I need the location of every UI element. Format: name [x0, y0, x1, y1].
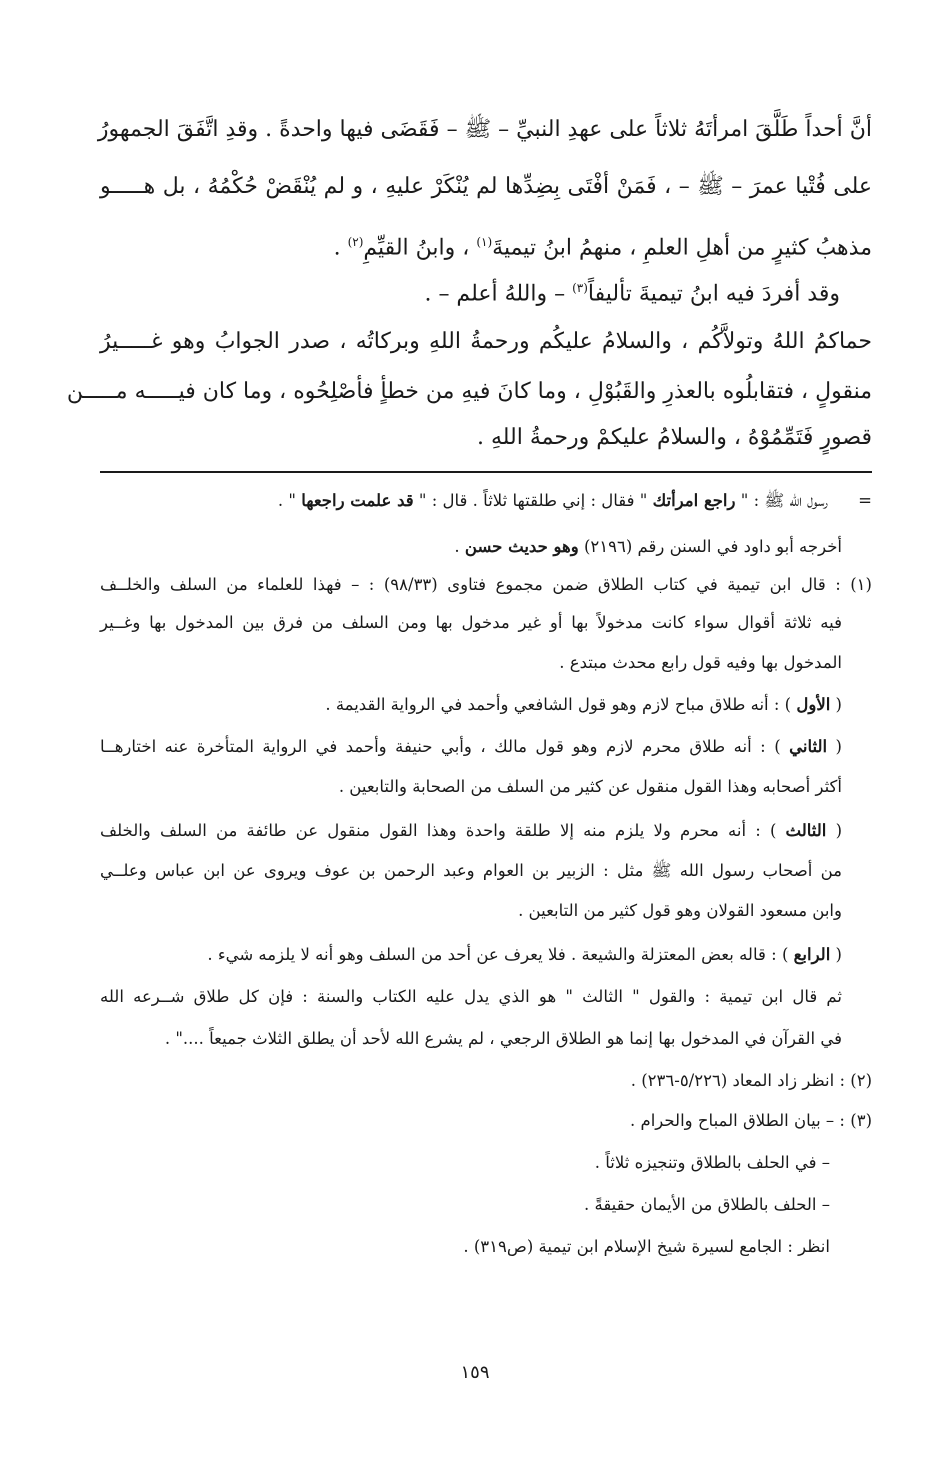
opinion-fourth-label: الرابع: [793, 945, 831, 964]
opinion-first-label: الأول: [796, 695, 831, 714]
takhrij-end: .: [454, 537, 465, 556]
footnote-ref-3: (٣): [572, 281, 588, 295]
main-text-line-5: حماكمُ اللهُ وتولاَّكُم ، والسلامُ عليكُم ورحمةُ اللهِ وبركاتُه ، صدر الجوابُ وهو غـــــيرُ: [100, 329, 872, 354]
main-text-line-3-end: .: [333, 235, 348, 261]
main-text-line-3-start: مذهبُ كثيرٍ من أهلِ العلمِ ، منهمُ ابنُ تيميةَ: [492, 235, 872, 261]
continuation-text-c: " فقال : إني طلقتها ثلاثاً . قال : ": [413, 491, 653, 510]
hadith-quote-1: راجع امرأتك: [652, 491, 736, 510]
opinion-second-label: الثاني: [789, 737, 828, 756]
opinion-fourth: ( الرابع ) : قاله بعض المعتزلة والشيعة . فلا يعرف عن أحد من السلف وهو أنه لا يلزمه شيء .: [207, 945, 842, 964]
continuation-text-a: رسول الله ﷺ : ": [735, 491, 828, 510]
footnote-3-line-1: (٣) : – بيان الطلاق المباح والحرام .: [630, 1111, 872, 1130]
ibn-taymiyya-quote-line-2: في القرآن في المدخول بها إنما هو الطلاق الرجعي ، لم يشرع الله لأحد أن يطلق الثلاث جميعاً ...." .: [164, 1029, 842, 1048]
main-text-line-3-mid: ، وابنُ القيِّمِ: [363, 235, 477, 261]
continuation-marker: =: [858, 491, 872, 510]
footnote-1-line-3: المدخول بها وفيه قول رابع محدث مبتدع .: [559, 653, 842, 672]
footnote-3-line-3: – الحلف بالطلاق من الأيمان حقيقةً .: [584, 1195, 830, 1214]
footnote-2: (٢) : انظر زاد المعاد (٥/٢٢٦-٢٣٦) .: [630, 1071, 872, 1090]
opinion-third-line-2: من أصحاب رسول الله ﷺ مثل : الزبير بن العوام وعبد الرحمن بن عوف ويروى عن ابن عباس وعلــي: [100, 861, 842, 880]
opinion-second-line-2: أكثر أصحابه وهذا القول منقول عن كثير من السلف من الصحابة والتابعين .: [338, 777, 842, 796]
continuation-text-e: " .: [277, 491, 302, 510]
opinion-third-text: : أنه محرم ولا يلزم منه إلا طلقة واحدة وهذا القول منقول عن طائفة من السلف والخلف: [100, 821, 770, 840]
footnote-divider: [100, 471, 872, 473]
footnote-3-line-2: – في الحلف بالطلاق وتنجيزه ثلاثاً .: [594, 1153, 830, 1172]
opinion-third: ( الثالث ) : أنه محرم ولا يلزم منه إلا طلقة واحدة وهذا القول منقول عن طائفة من السلف والخلف: [100, 821, 843, 840]
footnote-3-line-4: انظر : الجامع لسيرة شيخ الإسلام ابن تيمية (ص٣١٩) .: [463, 1237, 830, 1256]
main-text-line-4-end: – واللهُ أعلم – .: [424, 281, 573, 307]
hadith-grade: وهو حديث حسن: [464, 537, 579, 556]
opinion-fourth-text: : قاله بعض المعتزلة والشيعة . فلا يعرف عن أحد من السلف وهو أنه لا يلزمه شيء .: [207, 945, 782, 964]
hadith-quote-2: قد علمت راجعها: [301, 491, 414, 510]
footnote-ref-2: (٢): [347, 235, 364, 249]
footnote-ref-1: (١): [476, 235, 493, 249]
footnote-continuation-line-1: [100, 486, 872, 516]
opinion-second-text: : أنه طلاق محرم لازم وهو قول مالك ، وأبي حنيفة وأحمد في الرواية المتأخرة عنه اختارهــا: [100, 737, 775, 756]
ibn-taymiyya-quote-line-1: ثم قال ابن تيمية : والقول " الثالث " هو الذي يدل عليه الكتاب والسنة : فإن كل طلاق شــرعه الله: [100, 987, 842, 1006]
main-text-line-7: قصورٍ فَتَمِّمُوْهُ ، والسلامُ عليكمْ ورحمةُ اللهِ .: [476, 425, 872, 450]
takhrij-text: أخرجه أبو داود في السنن رقم (٢١٩٦): [578, 537, 842, 556]
opinion-third-line-3: وابن مسعود القولان وهو قول كثير من التابعين .: [518, 901, 842, 920]
main-text-line-6: منقولٍ ، فتقابلُوه بالعذرِ والقَبُوْلِ ، وما كانَ فيهِ من خطأٍ فأصْلِحُوه ، وما كان فيـــــه مـــــن: [66, 379, 872, 404]
main-text-line-2: على فُتْيا عمرَ – ﷺ – ، فَمَنْ أفْتَى بِضِدِّها لم يُنْكَرْ عليهِ ، و لم يُنْقَضْ حُكْمُهُ ، بل هـــــو: [100, 174, 872, 199]
footnote-1-line-2: فيه ثلاثة أقوال سواء كانت مدخولاً بها أو غير مدخول بها ومن السلف من فرق بين المدخول بها وغــير: [100, 613, 842, 632]
opinion-second: ( الثاني ) : أنه طلاق محرم لازم وهو قول مالك ، وأبي حنيفة وأحمد في الرواية المتأخرة عنه اختارهــا: [100, 737, 842, 756]
main-text-line-4-start: وقد أفردَ فيه ابنُ تيميةَ تأليفاً: [587, 281, 840, 307]
main-text-line-4: [100, 268, 840, 314]
main-text-line-1: أنَّ أحداً طَلَّقَ امرأتَهُ ثلاثاً على عهدِ النبيِّ – ﷺ – فَقَضَى فيها واحدةً . وقدِ اتَّفَقَ الجمهورُ: [97, 117, 872, 142]
opinion-first: ( الأول ) : أنه طلاق مباح لازم وهو قول الشافعي وأحمد في الرواية القديمة .: [325, 695, 842, 714]
footnote-continuation-line-2: [100, 532, 842, 562]
opinion-first-text: : أنه طلاق مباح لازم وهو قول الشافعي وأحمد في الرواية القديمة .: [325, 695, 785, 714]
footnote-1-line-1: (١) : قال ابن تيمية في كتاب الطلاق ضمن مجموع فتاوى (٩٨/٣٣) : – فهذا للعلماء من السلف والخلــف: [100, 575, 872, 594]
main-text-line-3: [100, 222, 872, 268]
page-number: ١٥٩: [460, 1362, 490, 1383]
opinion-third-label: الثالث: [785, 821, 827, 840]
